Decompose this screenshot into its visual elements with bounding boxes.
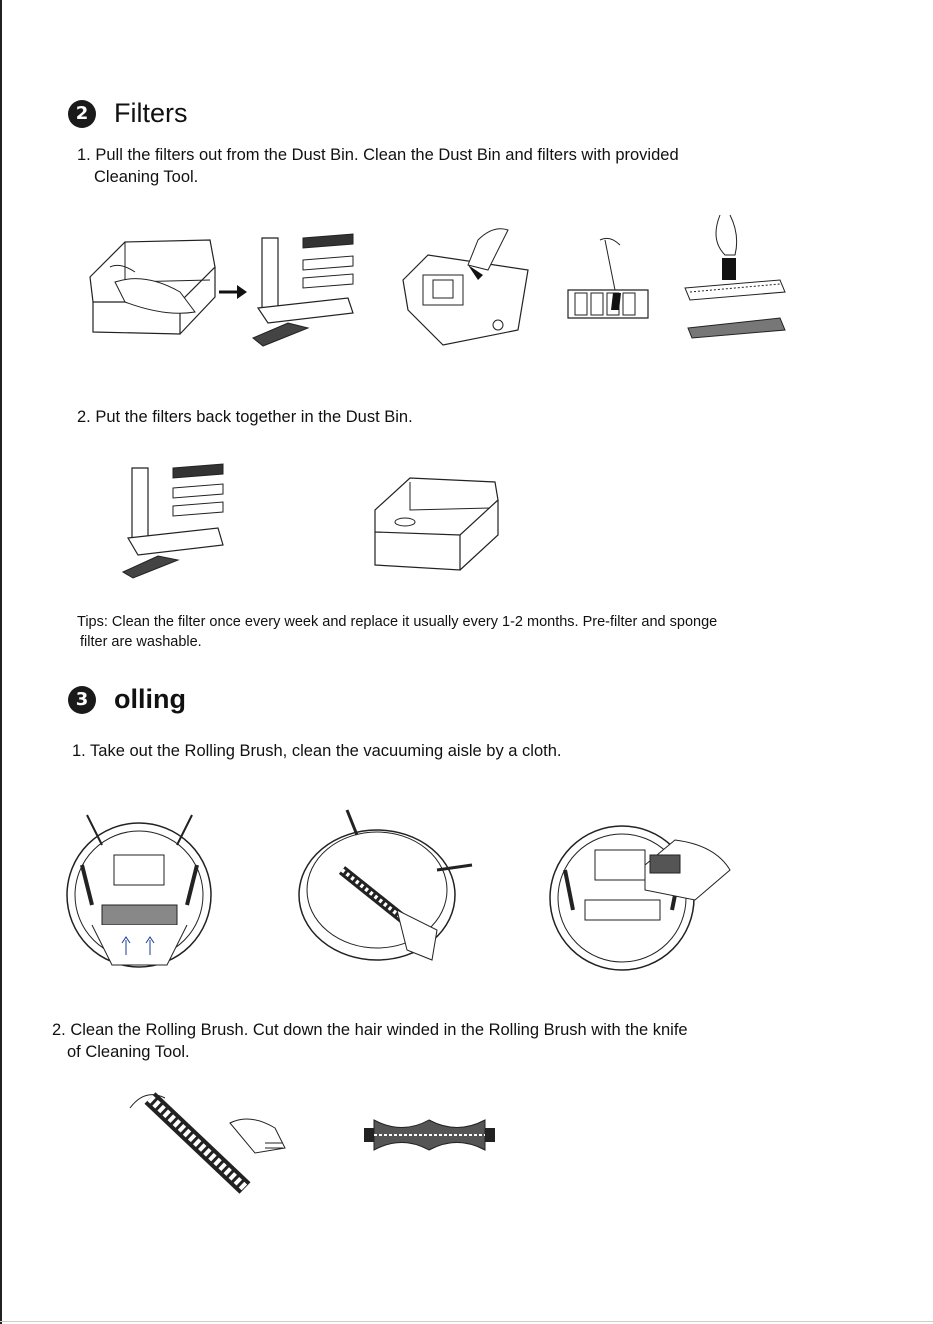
section-header-rolling — [68, 684, 186, 715]
rolling-step-2-line-2: of Cleaning Tool. — [67, 1043, 190, 1061]
right-arrow-icon — [217, 282, 249, 302]
filters-exploded-illustration — [248, 228, 363, 348]
hepa-sponge-illustration — [680, 210, 795, 345]
filters-step-1 — [77, 144, 679, 188]
filters-tips-line-1: Tips: Clean the filter once every week and replace it usually every 1-2 months. Pre-filter and sponge — [77, 614, 718, 630]
brush-cutting-illustration — [125, 1088, 290, 1198]
section-number-badge: 2 — [68, 100, 96, 128]
rolling-brush-illustration — [362, 1110, 497, 1160]
filter-brush-illustration — [565, 235, 650, 325]
section-title-rolling: olling — [114, 684, 186, 714]
filters-step-1-line-2: Cleaning Tool. — [94, 168, 199, 186]
page-left-border — [0, 0, 2, 1324]
page-bottom-border — [0, 1321, 933, 1322]
section-header-filters — [68, 98, 188, 129]
robot-cloth-cleaning-illustration — [545, 820, 735, 975]
robot-underside-illustration — [62, 815, 217, 975]
dust-bin-closed-illustration — [370, 470, 502, 578]
dust-bin-cleaning-illustration — [398, 220, 533, 355]
rolling-step-2 — [52, 1019, 688, 1063]
filters-tips-line-2: filter are washable. — [80, 634, 202, 650]
rolling-step-1: 1. Take out the Rolling Brush, clean the vacuuming aisle by a cloth. — [72, 742, 562, 760]
filters-tips — [77, 612, 717, 652]
filters-step-1-line-1: 1. Pull the filters out from the Dust Bin. Clean the Dust Bin and filters with provided — [77, 146, 679, 164]
robot-brush-out-illustration — [297, 810, 477, 970]
filters-reassemble-illustration — [118, 460, 230, 580]
section-title-filters: Filters — [114, 98, 188, 128]
section-number-badge: 3 — [68, 686, 96, 714]
filters-step-2: 2. Put the filters back together in the Dust Bin. — [77, 408, 413, 426]
dust-bin-pull-illustration — [85, 222, 220, 342]
rolling-step-2-line-1: 2. Clean the Rolling Brush. Cut down the hair winded in the Rolling Brush with the knife — [52, 1021, 688, 1039]
